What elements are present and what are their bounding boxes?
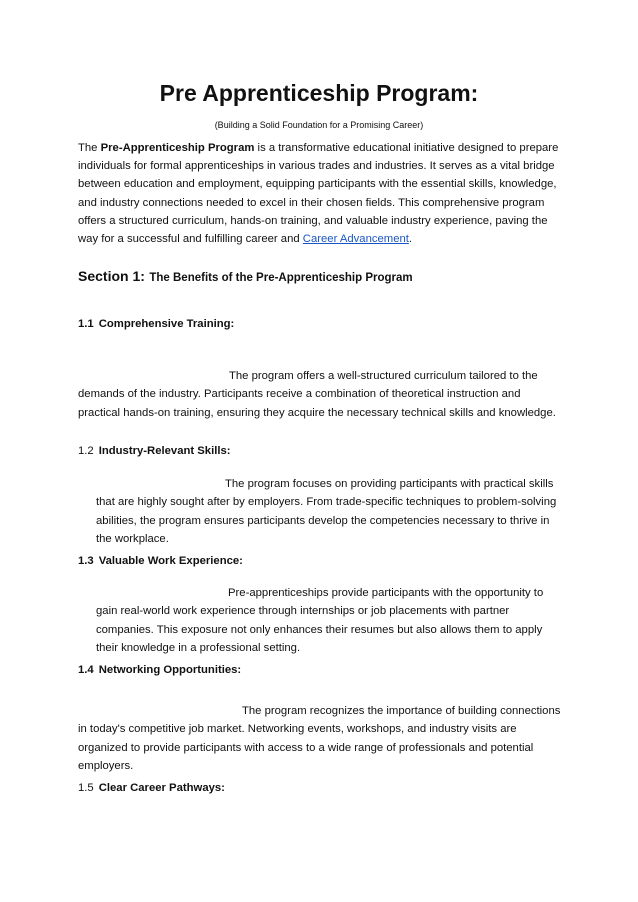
section-heading <box>78 268 413 286</box>
item-number: 1.4 <box>78 664 94 676</box>
item-heading-label: Comprehensive Training: <box>98 318 235 330</box>
item-number: 1.5 <box>78 782 94 794</box>
item-heading-label: Clear Career Pathways: <box>98 782 225 794</box>
intro-prefix: The <box>78 142 101 154</box>
item-heading-label: Valuable Work Experience: <box>98 555 243 567</box>
career-advancement-link[interactable]: Career Advancement <box>302 233 409 246</box>
section-title: The Benefits of the Pre-Apprenticeship Program <box>149 272 413 284</box>
item-heading-label: Industry-Relevant Skills: <box>98 445 231 457</box>
item-heading-1-4 <box>78 664 241 676</box>
intro-body: is a transformative educational initiative designed to prepare individuals for formal apprenticeships in various trades and industries. It serves as a vital bridge between education and employment, equipping participants with the essential skills, knowledge, and industry connections needed to excel in their chosen fields. This comprehensive program offers a structured curriculum, hands-on training, and valuable industry experience, paving the way for a successful and fulfilling career and <box>78 142 559 246</box>
intro-program-name: Pre-Apprenticeship Program <box>100 142 255 154</box>
item-text-1-2 <box>96 475 564 548</box>
item-heading-1-2 <box>78 445 231 457</box>
item-text: The program focuses on providing participants with practical skills that are highly sought after by employers. From trade-specific techniques to problem-solving abilities, the program ensures participants develop the competencies necessary to thrive in the workplace. <box>96 478 557 545</box>
item-number: 1.3 <box>78 555 94 567</box>
section-label: Section 1: <box>78 268 145 284</box>
intro-paragraph <box>78 139 564 248</box>
item-text-1-4 <box>78 702 564 775</box>
item-heading-label: Networking Opportunities: <box>98 664 242 676</box>
item-number: 1.2 <box>78 445 94 457</box>
item-text: The program offers a well-structured curriculum tailored to the demands of the industry. Participants receive a combination of theoretical instruction and practical hands-on training, ensuring they acquire the necessary technical skills and knowledge. <box>78 370 556 419</box>
page-subtitle: (Building a Solid Foundation for a Promising Career) <box>214 120 424 130</box>
item-heading-1-5 <box>78 782 225 794</box>
item-text: The program recognizes the importance of building connections in today's competitive job market. Networking events, workshops, and industry visits are organized to provide participants with access to a wide range of professionals and potential employers. <box>78 705 561 772</box>
item-text: Pre-apprenticeships provide participants with the opportunity to gain real-world work experience through internships or job placements with partner companies. This exposure not only enhances their resumes but also allows them to apply their knowledge in a professional setting. <box>96 587 544 654</box>
item-number: 1.1 <box>78 318 94 330</box>
intro-suffix: . <box>408 233 413 246</box>
page-title: Pre Apprenticeship Program: <box>159 80 479 106</box>
item-heading-1-1 <box>78 318 234 330</box>
item-text-1-1 <box>78 367 564 422</box>
item-heading-1-3 <box>78 555 243 567</box>
item-text-1-3 <box>96 584 564 657</box>
